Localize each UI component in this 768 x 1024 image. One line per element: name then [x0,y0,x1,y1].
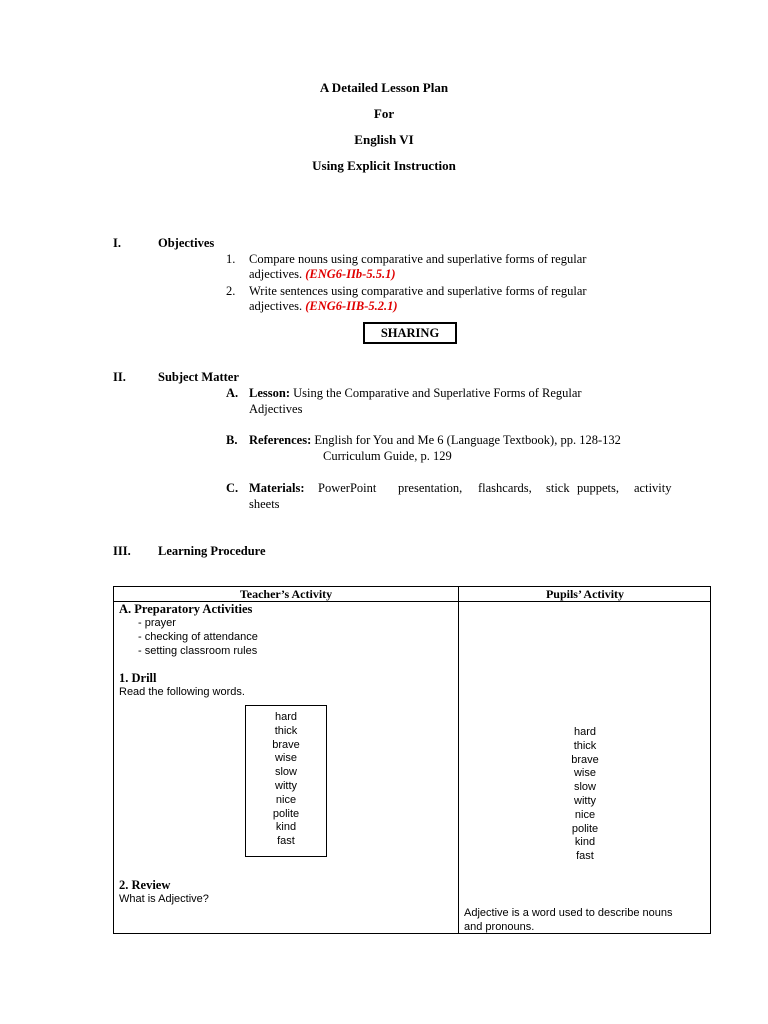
materials-word: puppets, [577,481,620,495]
pupil-word: nice [574,808,596,821]
drill-word-box [245,705,327,857]
pupil-word: slow [573,781,596,794]
lesson-letter: A. [226,386,239,400]
references-text-cont: Curriculum Guide, p. 129 [323,449,452,463]
subject-matter-numeral: II. [113,370,126,384]
drill-word: brave [272,738,300,751]
references-text: English for You and Me 6 (Language Textbook), pp. 128-132 [314,433,621,447]
drill-section [119,671,245,699]
pupil-word: kind [574,836,596,849]
prep-item: - checking of attendance [138,631,258,643]
objective-text-cont: adjectives. (ENG6-IIb-5.5.1) [249,267,396,281]
objective-number: 1. [226,252,236,266]
learning-procedure-numeral: III. [113,544,131,558]
review-heading: 2. Review [119,878,171,892]
objective-text: Write sentences using comparative and superlative forms of regular [249,284,587,298]
objective-number: 2. [226,284,236,298]
objective-text: Compare nouns using comparative and superlative forms of regular [249,252,587,266]
plan-method: Using Explicit Instruction [312,158,456,173]
lesson-text-cont: Adjectives [249,402,303,416]
prep-item: - setting classroom rules [138,645,258,657]
materials-word: presentation, [398,481,463,495]
lesson-text: Using the Comparative and Superlative Forms of Regular [293,386,582,400]
review-question: What is Adjective? [119,893,209,905]
materials-word: stick [546,481,570,495]
drill-word: wise [274,752,297,765]
materials-word: PowerPoint [318,481,377,495]
materials-text-cont: sheets [249,497,280,511]
pupil-word: wise [573,767,596,780]
drill-word: slow [274,766,297,779]
pupil-word: hard [573,726,597,738]
prep-item: - prayer [138,617,176,629]
objectives-numeral: I. [113,236,121,250]
preparatory-heading: A. Preparatory Activities [119,602,253,616]
materials-label: Materials: [249,481,305,495]
drill-word: fast [277,835,295,848]
review-answer-line: Adjective is a word used to describe nouns [464,907,673,919]
plan-subject: English VI [354,132,414,147]
drill-word-list [246,711,326,849]
competency-code: (ENG6-IIb-5.5.1) [305,267,396,281]
learning-procedure-heading: Learning Procedure [158,544,266,558]
objective-text-cont: adjectives. (ENG6-IIB-5.2.1) [249,299,398,313]
review-answer [464,906,673,934]
sharing-label-box: SHARING [363,322,457,344]
subject-matter-heading: Subject Matter [158,370,239,384]
pupil-word: witty [574,794,596,807]
pupil-word: fast [576,850,594,863]
activity-table [113,586,711,934]
pupil-word: polite [571,822,599,835]
drill-instruction: Read the following words. [119,686,245,698]
plan-title-for: For [373,106,395,121]
drill-word: polite [272,807,300,820]
materials-letter: C. [226,481,239,495]
pupil-word: thick [573,739,597,752]
drill-word: thick [274,724,298,737]
teacher-cell [119,602,258,658]
references-label: References: [249,433,312,447]
pupil-word-list [459,726,711,864]
teacher-activity-header: Teacher’s Activity [239,587,333,601]
drill-word: nice [275,793,297,806]
drill-word: hard [274,711,298,723]
objectives-heading: Objectives [158,236,215,250]
drill-word: witty [275,779,297,792]
lesson-line [249,386,582,401]
pupil-word: brave [571,753,599,766]
references-letter: B. [226,433,238,447]
drill-heading: 1. Drill [119,671,157,685]
materials-word: activity [634,481,672,495]
competency-code: (ENG6-IIB-5.2.1) [305,299,398,313]
review-section [119,878,209,906]
pupils-activity-header: Pupils’ Activity [545,587,625,601]
plan-title: A Detailed Lesson Plan [319,80,449,95]
references-line [249,433,621,448]
lesson-label: Lesson: [249,386,290,400]
materials-word: flashcards, [478,481,532,495]
review-answer-line: and pronouns. [464,921,535,933]
drill-word: kind [275,821,297,834]
